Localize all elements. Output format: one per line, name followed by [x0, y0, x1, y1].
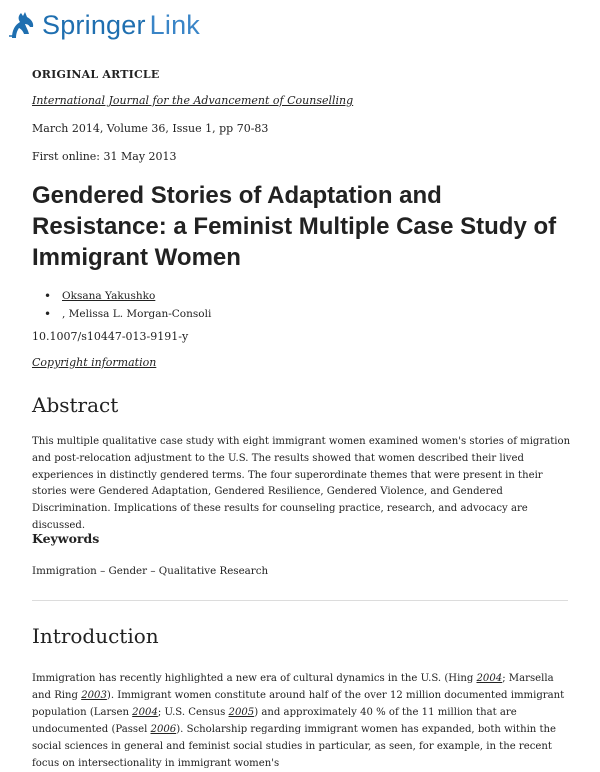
- intro-text-span: ) and approximately 40 % of the 11 million that are undocumented (Passel: [32, 707, 517, 735]
- author-name[interactable]: , Melissa L. Morgan-Consoli: [62, 308, 212, 320]
- section-divider: [32, 600, 568, 601]
- intro-text-span: ). Immigrant women constitute around half of the over 12 million documented immigrant population (Larsen: [32, 690, 565, 718]
- abstract-heading: Abstract: [32, 393, 119, 417]
- article-title: Gendered Stories of Adaptation and Resistance: a Feminist Multiple Case Study of Immigrant Women: [32, 182, 557, 271]
- springer-link-logo[interactable]: [6, 10, 200, 40]
- introduction-text: [32, 670, 572, 772]
- article-type-label: ORIGINAL ARTICLE: [32, 68, 160, 81]
- citation-link[interactable]: 2004: [476, 673, 503, 684]
- author-item[interactable]: [44, 287, 211, 305]
- logo-text-link: Link: [149, 9, 200, 40]
- introduction-heading: Introduction: [32, 624, 159, 648]
- author-name[interactable]: Oksana Yakushko: [62, 290, 156, 302]
- copyright-link[interactable]: Copyright information: [32, 356, 157, 369]
- journal-link[interactable]: International Journal for the Advancement of Counselling: [32, 94, 354, 107]
- citation-link[interactable]: 2004: [132, 707, 158, 718]
- doi: 10.1007/s10447-013-9191-y: [32, 330, 189, 343]
- logo-text-springer: Springer: [42, 9, 146, 40]
- intro-text-span: ). Scholarship regarding immigrant women has expanded, both within the social sciences in general and feminist social studies in particular, as seen, for example, in the recent focus on intersectionality in immigrant women's: [32, 724, 557, 769]
- author-item[interactable]: [44, 305, 211, 323]
- intro-text-span: Immigration has recently highlighted a new era of cultural dynamics in the U.S. (Hing: [32, 673, 477, 684]
- citation-link[interactable]: 2005: [228, 707, 255, 718]
- issue-info: March 2014, Volume 36, Issue 1, pp 70-83: [32, 122, 269, 135]
- keywords-list: Immigration – Gender – Qualitative Research: [32, 565, 269, 577]
- springer-horse-icon: [6, 10, 38, 40]
- citation-link[interactable]: 2006: [150, 724, 177, 735]
- intro-text-span: ; U.S. Census: [157, 707, 229, 718]
- author-list: [44, 287, 211, 323]
- intro-text-span: ; Marsella and Ring: [32, 673, 554, 701]
- abstract-text: This multiple qualitative case study with eight immigrant women examined women's stories of migration and post-relocation adjustment to the U.S. The results showed that women described their lived experiences in distinctly gendered terms. The four superordinate themes that were present in their stories were Gendered Adaptation, Gendered Resilience, Gendered Violence, and Gendered Discrimination. Implications of these results for counseling practice, research, and advocacy are discussed.: [32, 436, 571, 531]
- first-online-date: First online: 31 May 2013: [32, 150, 177, 163]
- citation-link[interactable]: 2003: [81, 690, 107, 701]
- keywords-heading: Keywords: [32, 531, 100, 546]
